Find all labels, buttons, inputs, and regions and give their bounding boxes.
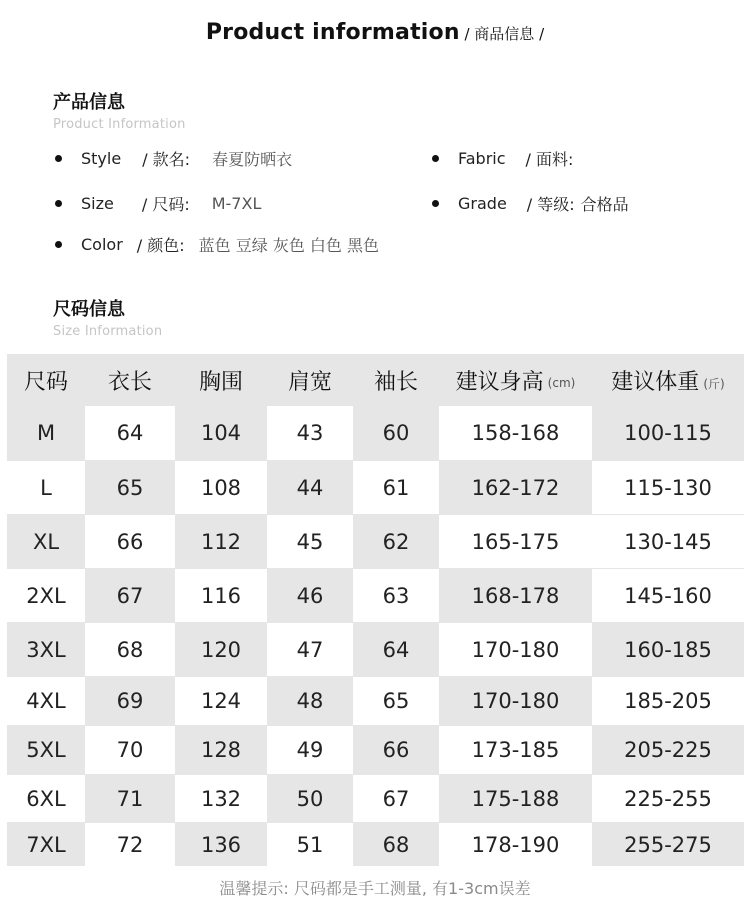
table-row <box>7 461 744 514</box>
size-table-cell: 72 <box>85 823 175 866</box>
size-table-cell: 65 <box>353 677 439 725</box>
size-table-header-cell <box>353 354 439 406</box>
size-table-header-label: 建议身高 <box>455 369 544 395</box>
spec-grade-label-cn: / 等级: <box>526 195 575 214</box>
table-row <box>7 775 744 822</box>
size-table-cell: 63 <box>353 569 439 622</box>
size-table-cell: 62 <box>382 529 410 554</box>
size-table-cell: 64 <box>85 406 175 460</box>
spec-color-label-en: Color <box>81 235 123 254</box>
size-table-header-cell <box>7 354 85 406</box>
size-table-cell: 115-130 <box>592 461 744 514</box>
size-table-cell: 100-115 <box>624 421 712 445</box>
table-row <box>7 823 744 866</box>
spec-fabric <box>432 147 587 170</box>
size-table-cell: 225-255 <box>592 775 744 822</box>
size-section-title <box>53 295 162 339</box>
size-table-cell: 70 <box>85 726 175 774</box>
size-table-cell: 48 <box>296 689 324 713</box>
spec-size-label-en: Size <box>81 194 114 213</box>
size-table-header-label: 袖长 <box>373 369 418 395</box>
size-table-cell: M <box>36 421 56 445</box>
size-table-cell: 67 <box>116 583 144 608</box>
size-table-header-cell <box>267 354 353 406</box>
size-table-cell: 132 <box>175 775 267 822</box>
size-table-cell: 68 <box>85 623 175 676</box>
size-table-cell: XL <box>32 529 60 554</box>
size-table-cell: 128 <box>200 738 242 762</box>
measurement-note: 温馨提示: 尺码都是手工测量, 有1-3cm误差 <box>219 879 531 898</box>
table-row <box>7 569 744 622</box>
table-row <box>7 515 744 568</box>
size-table-cell: 116 <box>175 569 267 622</box>
spec-fabric-label-cn: / 面料: <box>525 150 574 169</box>
size-table-cell: 3XL <box>26 637 66 662</box>
size-table-cell: L <box>7 461 85 514</box>
size-table-cell: 49 <box>267 726 353 774</box>
bullet-dot-icon <box>55 200 62 207</box>
spec-fabric-label-en: Fabric <box>458 149 506 168</box>
size-table-cell: 170-180 <box>439 623 592 676</box>
size-table-cell: 50 <box>296 786 324 811</box>
spec-style-label-cn: / 款名: <box>142 150 191 169</box>
size-table-cell: 178-190 <box>439 823 592 866</box>
size-table-cell: 124 <box>175 677 267 725</box>
size-table-cell: 104 <box>200 421 242 445</box>
size-table-cell: 69 <box>116 689 144 713</box>
size-table <box>7 354 744 866</box>
spec-color <box>55 233 379 256</box>
table-row <box>7 677 744 725</box>
size-table-cell: 168-178 <box>471 583 560 608</box>
size-table-cell: 61 <box>353 461 439 514</box>
size-section-title-cn: 尺码信息 <box>53 299 125 320</box>
table-row <box>7 406 744 460</box>
size-table-cell: 255-275 <box>624 832 712 857</box>
size-table-cell: 43 <box>267 406 353 460</box>
spec-size <box>55 192 261 215</box>
spec-grade-value: 合格品 <box>580 195 629 214</box>
spec-grade-label-en: Grade <box>458 194 507 213</box>
size-table-cell: 68 <box>382 832 410 857</box>
size-table-cell: 205-225 <box>624 738 712 762</box>
size-table-cell: 112 <box>200 529 242 554</box>
size-table-cell: 5XL <box>26 738 66 762</box>
size-table-cell: 4XL <box>7 677 85 725</box>
size-table-cell: 51 <box>267 823 353 866</box>
bullet-dot-icon <box>55 241 62 248</box>
size-table-cell: 158-168 <box>439 406 592 460</box>
size-table-cell: 173-185 <box>439 726 592 774</box>
size-table-cell: 60 <box>382 421 410 445</box>
spec-grade <box>432 192 629 215</box>
size-table-cell: 45 <box>267 515 353 568</box>
size-table-header-label: 衣长 <box>107 369 152 395</box>
page-header <box>0 20 750 45</box>
size-table-cell: 160-185 <box>624 637 712 662</box>
size-table-cell: 170-180 <box>471 689 560 713</box>
size-table-cell: 2XL <box>7 569 85 622</box>
size-table-cell: 136 <box>200 832 242 857</box>
bullet-dot-icon <box>432 200 439 207</box>
size-table-cell: 67 <box>353 775 439 822</box>
size-table-cell: 120 <box>200 637 242 662</box>
size-table-cell: 71 <box>116 786 144 811</box>
size-table-header-cell <box>439 354 592 406</box>
size-section-title-en: Size Information <box>53 324 163 339</box>
size-table-cell: 46 <box>296 583 324 608</box>
size-table-header <box>7 354 744 406</box>
product-section-title-cn: 产品信息 <box>53 92 125 113</box>
product-section-title-en: Product Information <box>53 117 186 132</box>
size-table-cell: 108 <box>175 461 267 514</box>
size-table-cell: 185-205 <box>592 677 744 725</box>
spec-size-label-cn: / 尺码: <box>141 195 190 214</box>
bullet-dot-icon <box>432 155 439 162</box>
size-table-cell: 7XL <box>26 832 66 857</box>
page-title-en: Product information <box>205 20 460 45</box>
size-table-header-label: 肩宽 <box>287 369 332 395</box>
spec-style-label-en: Style <box>81 149 122 168</box>
size-table-cell: 130-145 <box>592 515 744 568</box>
table-row <box>7 726 744 774</box>
size-table-header-cell <box>592 354 744 406</box>
size-table-cell: 6XL <box>7 775 85 822</box>
size-table-cell: 165-175 <box>439 515 592 568</box>
size-table-cell: 66 <box>382 738 410 762</box>
size-table-cell: 47 <box>267 623 353 676</box>
size-table-header-cell <box>175 354 267 406</box>
size-table-cell: 66 <box>85 515 175 568</box>
spec-style <box>55 147 292 170</box>
size-table-header-cell <box>85 354 175 406</box>
size-table-header-unit: (斤) <box>703 376 725 391</box>
spec-color-label-cn: / 颜色: <box>136 236 185 255</box>
page-title-cn: / 商品信息 / <box>459 25 545 43</box>
size-table-cell: 175-188 <box>471 786 560 811</box>
size-table-cell: 145-160 <box>592 569 744 622</box>
spec-size-value: M-7XL <box>211 194 262 213</box>
size-table-cell: 162-172 <box>471 475 560 500</box>
table-row <box>7 623 744 676</box>
size-table-cell: 44 <box>296 475 324 500</box>
size-table-header-label: 胸围 <box>198 369 243 395</box>
product-section-title <box>53 88 186 132</box>
size-table-cell: 65 <box>116 475 144 500</box>
size-table-header-label: 建议体重 <box>611 369 700 395</box>
size-table-header-label: 尺码 <box>23 369 68 395</box>
spec-color-value: 蓝色 豆绿 灰色 白色 黑色 <box>198 236 380 255</box>
size-table-header-unit: (cm) <box>547 376 576 390</box>
bullet-dot-icon <box>55 155 62 162</box>
size-table-cell: 64 <box>382 637 410 662</box>
spec-style-value: 春夏防晒衣 <box>212 150 293 169</box>
